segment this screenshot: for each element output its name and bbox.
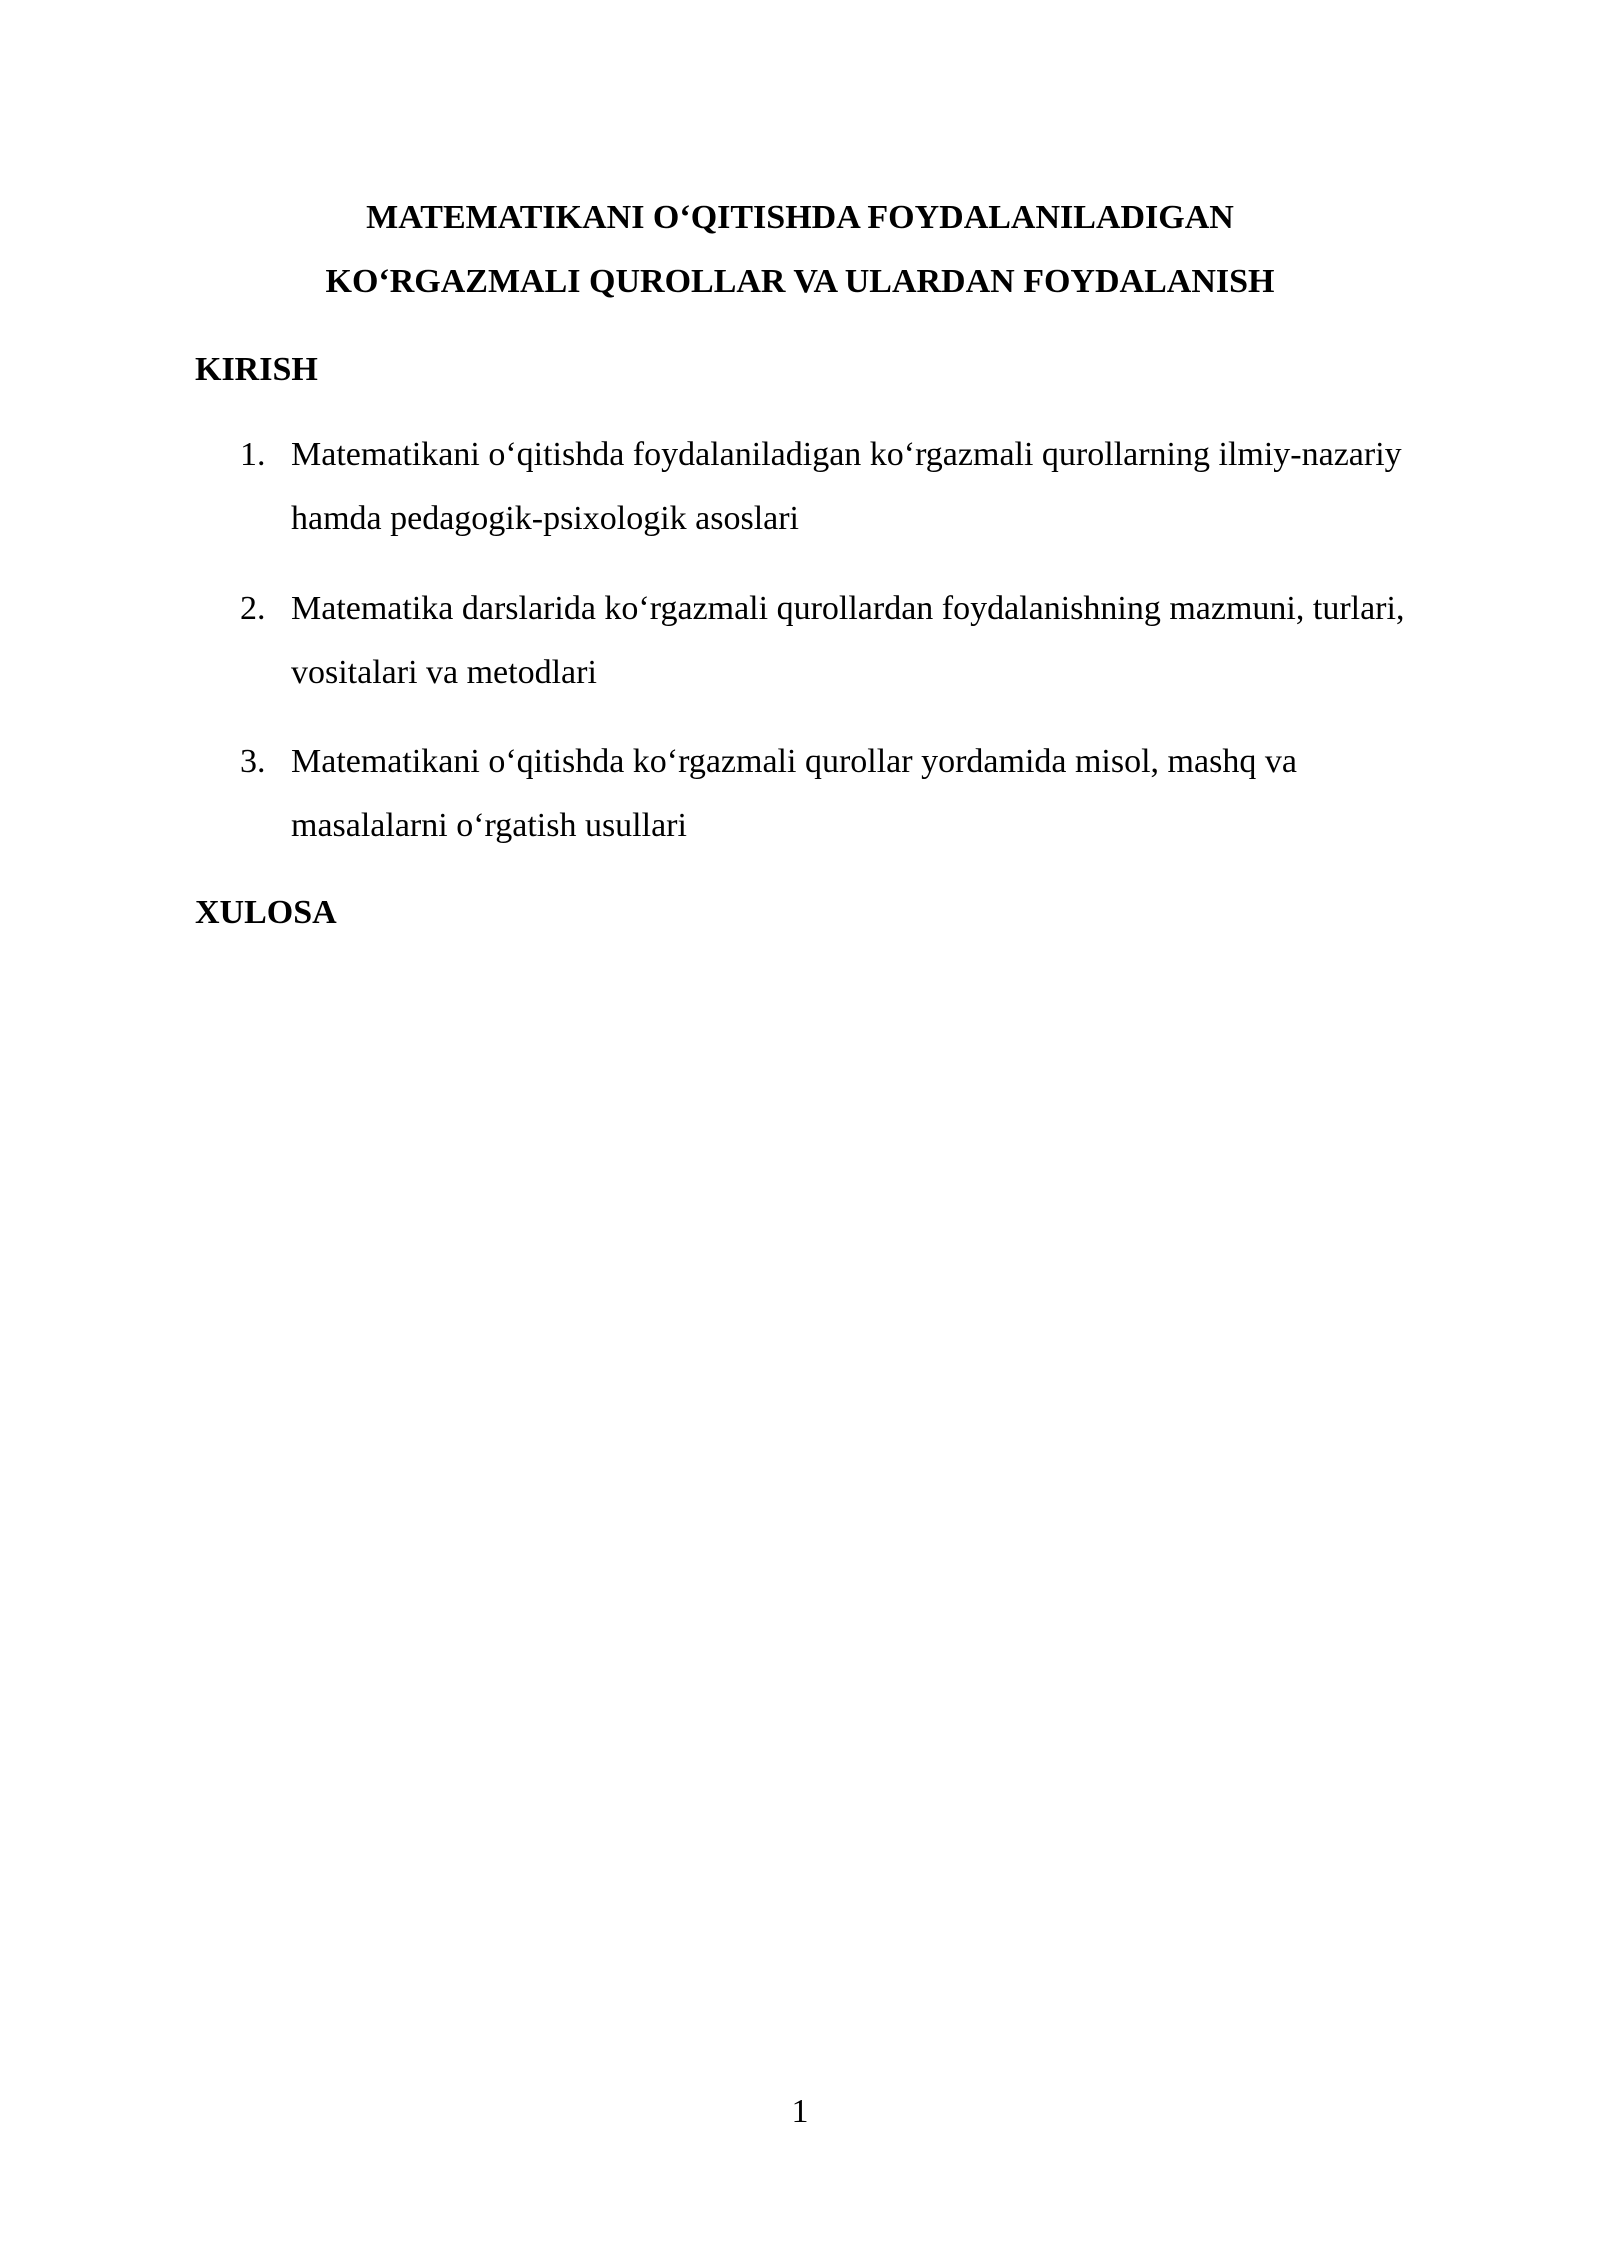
conclusion-heading: XULOSA: [195, 894, 337, 931]
intro-heading: KIRISH: [195, 351, 318, 388]
document-title-line-1: MATEMATIKANI O‘QITISHDA FOYDALANILADIGAN: [366, 199, 1234, 236]
document-title-line-2: KO‘RGAZMALI QUROLLAR VA ULARDAN FOYDALANISH: [325, 263, 1275, 300]
page-number: 1: [791, 2093, 809, 2130]
toc-item-number: 3.: [240, 743, 266, 780]
toc-item-text: Matematika darslarida ko‘rgazmali qurollardan foydalanishning mazmuni, turlari, vositalari va metodlari: [291, 590, 1405, 691]
toc-item-number: 2.: [240, 590, 266, 627]
toc-item-number: 1.: [240, 436, 266, 473]
toc-item-text: Matematikani o‘qitishda foydalaniladigan ko‘rgazmali qurollarning ilmiy-nazariy hamda pedagogik-psixologik asoslari: [291, 436, 1402, 537]
toc-item-text: Matematikani o‘qitishda ko‘rgazmali qurollar yordamida misol, mashq va masalalarni o‘rgatish usullari: [291, 743, 1297, 844]
